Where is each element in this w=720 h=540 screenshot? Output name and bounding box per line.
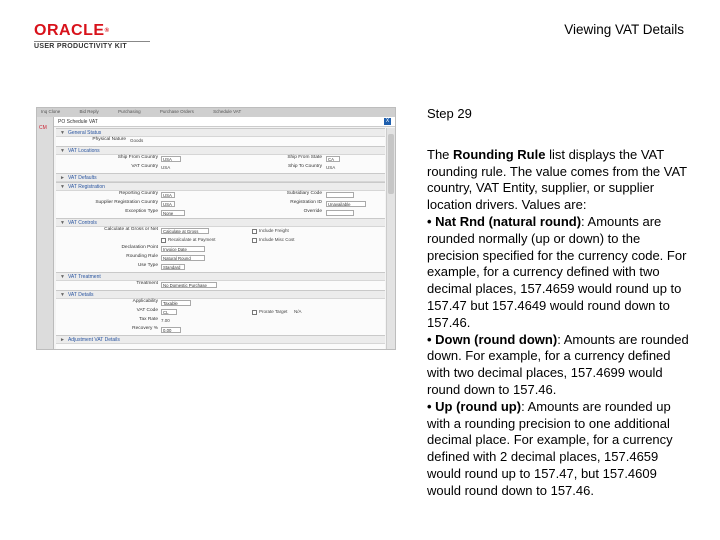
prorate-checkbox[interactable] xyxy=(252,310,257,315)
ship-from-state-field[interactable]: CA xyxy=(326,156,340,162)
vat-code-field[interactable]: CL xyxy=(161,309,177,315)
bullet-round-down: • Down (round down): Amounts are rounded down. For example, for a currency defined with two decimal places, 157.4699 would round down to 157.46. xyxy=(427,331,689,397)
logo-product: USER PRODUCTIVITY KIT xyxy=(34,43,127,50)
collapse-icon[interactable]: ▼ xyxy=(60,184,65,190)
supplier-registration-country-label: Supplier Registration Country xyxy=(95,200,158,205)
screenshot-breadcrumb xyxy=(37,108,395,117)
breadcrumb-item: Schedule VAT xyxy=(213,109,242,114)
row-recovery xyxy=(56,326,385,335)
section-vat-treatment[interactable]: ▼ VAT Treatment xyxy=(56,272,385,281)
screenshot-background-page xyxy=(37,117,53,349)
ship-from-country-label: Ship From Country xyxy=(117,155,158,160)
prorate-target-value: N/A xyxy=(294,309,302,314)
intro-text: The xyxy=(427,146,454,162)
step-body xyxy=(427,147,689,500)
calculate-gross-net-select[interactable]: Calculate at Gross xyxy=(161,228,209,234)
include-freight-checkbox[interactable] xyxy=(252,229,257,234)
applicability-label: Applicability xyxy=(132,299,158,304)
logo-divider xyxy=(34,41,150,42)
row-treatment xyxy=(56,281,385,290)
row-physical-nature xyxy=(56,137,385,146)
include-misc-label: Include Misc Cost xyxy=(259,237,295,242)
use-type-label: Use Type xyxy=(137,263,158,268)
section-vat-details[interactable]: ▼ VAT Details xyxy=(56,290,385,299)
ship-to-country-label: Ship To Country xyxy=(287,164,322,169)
step-description xyxy=(427,106,689,500)
intro-bold-term: Rounding Rule xyxy=(453,146,546,162)
registration-id-label: Registration ID xyxy=(290,200,322,205)
recalculate-checkbox[interactable] xyxy=(161,238,166,243)
bullet-round-up: • Up (round up): Amounts are rounded up with a rounding precision to one additional decimal place. For example, for a currency defined with 2 decimal places, 157.4659 would round up to 157.47, but 157.4609 would round down to 157.46. xyxy=(427,398,673,498)
section-vat-defaults[interactable]: ► VAT Defaults xyxy=(56,173,385,182)
reporting-country-field[interactable]: USA xyxy=(161,192,175,198)
close-icon[interactable]: X xyxy=(385,118,390,124)
panel-body xyxy=(56,128,385,349)
row-vat-country xyxy=(56,164,385,173)
expand-icon[interactable]: ► xyxy=(60,175,65,181)
panel-scrollbar[interactable] xyxy=(386,128,395,349)
registration-id-field[interactable]: Unavailable xyxy=(326,201,366,207)
exception-type-label: Exception Type xyxy=(125,209,158,214)
bullet-natural-round: • Nat Rnd (natural round): Amounts are rounded normally (up or down) to the precision specified for the currency code. For example, for a currency defined with two decimal places, 157.4659 would round up to 157.47 but 157.4649 would round down to 157.46. xyxy=(427,213,687,330)
row-rounding-rule xyxy=(56,254,385,263)
vat-code-label: VAT Code xyxy=(136,308,158,313)
scrollbar-thumb[interactable] xyxy=(388,134,394,194)
physical-nature-label: Physical Nature xyxy=(92,137,126,142)
recovery-field[interactable]: 0.00 xyxy=(161,327,181,333)
row-calculate xyxy=(56,227,385,236)
recalculate-label: Recalculate at Payment xyxy=(168,237,216,242)
prorate-target-label: Prorate Target xyxy=(259,309,288,314)
treatment-label: Treatment xyxy=(136,281,158,286)
calculate-gross-net-label: Calculate at Gross or Net xyxy=(104,227,158,232)
expand-icon[interactable]: ► xyxy=(60,337,65,343)
row-recalculate xyxy=(56,236,385,245)
subsidiary-code-field[interactable] xyxy=(326,192,354,198)
rounding-rule-label: Rounding Rule xyxy=(126,254,158,259)
background-label: CM xyxy=(39,125,47,131)
oracle-logo xyxy=(34,23,152,50)
vat-country-label: VAT Country xyxy=(131,164,158,169)
row-tax-rate xyxy=(56,317,385,326)
page-title: Viewing VAT Details xyxy=(564,22,684,37)
ship-from-state-label: Ship From State xyxy=(287,155,322,160)
breadcrumb-item: Inq Clone xyxy=(41,109,61,114)
ship-from-country-field[interactable]: USA xyxy=(161,156,181,162)
override-label: Override xyxy=(303,209,322,214)
row-applicability xyxy=(56,299,385,308)
row-use-type xyxy=(56,263,385,272)
section-adjustment-vat-details[interactable]: ► Adjustment VAT Details xyxy=(56,335,385,344)
rounding-rule-select[interactable]: Natural Round xyxy=(161,255,205,261)
use-type-field[interactable]: Standard xyxy=(161,264,185,270)
include-freight-label: Include Freight xyxy=(259,228,289,233)
vat-country-value: USA xyxy=(161,165,171,170)
tax-rate-value: 7.00 xyxy=(161,318,170,323)
physical-nature-value: Goods xyxy=(130,138,144,143)
row-declaration xyxy=(56,245,385,254)
section-vat-locations[interactable]: ▼ VAT Locations xyxy=(56,146,385,155)
step-label: Step 29 xyxy=(427,106,472,121)
reporting-country-label: Reporting Country xyxy=(119,191,158,196)
breadcrumb-item: Purchasing xyxy=(118,109,141,114)
applicability-select[interactable]: Taxable xyxy=(161,300,191,306)
ship-to-country-value: USA xyxy=(326,165,336,170)
row-supplier-registration xyxy=(56,200,385,209)
collapse-icon[interactable]: ▼ xyxy=(60,292,65,298)
intro-text: list displays the VAT rounding rule. The value comes from the VAT country, VAT Entity, supplier, or supplier location drivers. Values are: xyxy=(427,146,687,213)
collapse-icon[interactable]: ▼ xyxy=(60,274,65,280)
supplier-registration-country-field[interactable]: USA xyxy=(161,201,175,207)
breadcrumb-item: Purchase Orders xyxy=(159,109,194,114)
row-exception-type xyxy=(56,209,385,218)
declaration-point-label: Declaration Point xyxy=(121,245,158,250)
row-vat-code xyxy=(56,308,385,317)
collapse-icon[interactable]: ▼ xyxy=(60,130,65,136)
include-misc-checkbox[interactable] xyxy=(252,238,257,243)
collapse-icon[interactable]: ▼ xyxy=(60,220,65,226)
exception-type-select[interactable]: None xyxy=(161,210,185,216)
logo-brand: ORACLE® xyxy=(34,22,110,39)
breadcrumb-item: Bid Reply xyxy=(79,109,99,114)
tax-rate-label: Tax Rate xyxy=(139,317,158,322)
logo-registered-mark: ® xyxy=(104,28,110,34)
override-field[interactable] xyxy=(326,210,354,216)
declaration-point-select[interactable]: Invoice Date xyxy=(161,246,205,252)
section-vat-controls[interactable]: ▼ VAT Controls xyxy=(56,218,385,227)
subsidiary-code-label: Subsidiary Code xyxy=(286,191,322,196)
section-vat-registration[interactable]: ▼ VAT Registration xyxy=(56,182,385,191)
schedule-vat-panel xyxy=(53,117,395,349)
treatment-select[interactable]: No Domestic Purchase xyxy=(161,282,217,288)
application-screenshot xyxy=(36,107,396,350)
panel-title: PO Schedule VAT xyxy=(58,119,98,125)
section-general-status[interactable]: ▼ General Status xyxy=(56,128,385,137)
recovery-label: Recovery % xyxy=(132,326,158,331)
row-reporting-country xyxy=(56,191,385,200)
row-ship-from xyxy=(56,155,385,164)
panel-header xyxy=(54,117,395,127)
collapse-icon[interactable]: ▼ xyxy=(60,148,65,154)
